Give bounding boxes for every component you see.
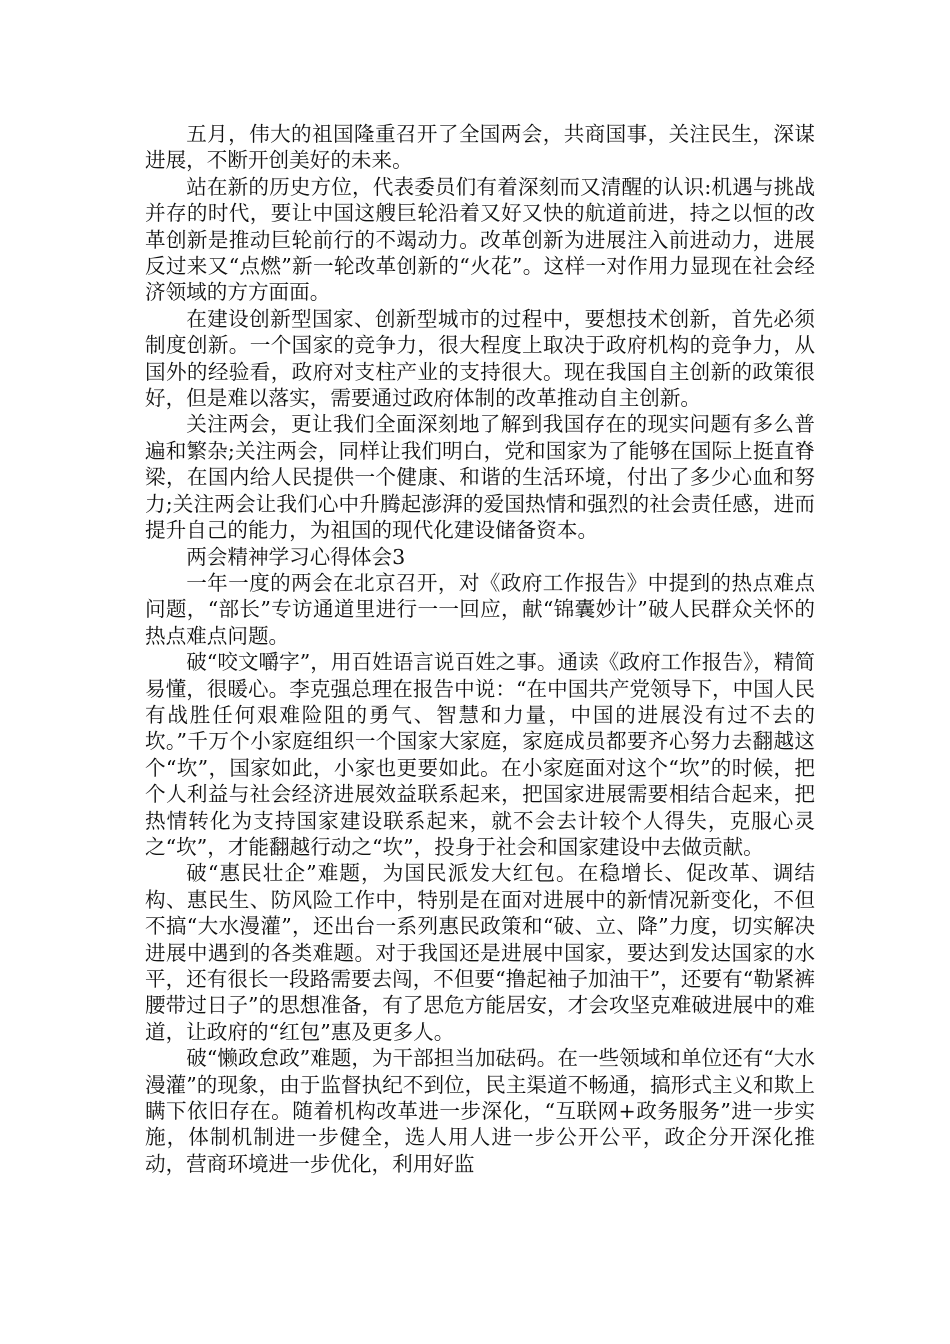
paragraph: 五月，伟大的祖国隆重召开了全国两会，共商国事，关注民生，深谋进展，不断开创美好的未来。 (145, 122, 815, 173)
paragraph: 站在新的历史方位，代表委员们有着深刻而又清醒的认识:机遇与挑战并存的时代，要让中国这艘巨轮沿着又好又快的航道前进，持之以恒的改革创新是推动巨轮前行的不竭动力。改革创新为进展注入前进动力，进展反过来又“点燃”新一轮改革创新的“火花”。这样一对作用力显现在社会经济领域的方方面面。 (145, 174, 815, 305)
section-title: 两会精神学习心得体会3 (186, 544, 406, 569)
paragraph: 在建设创新型国家、创新型城市的过程中，要想技术创新，首先必须制度创新。一个国家的竞争力，很大程度上取决于政府机构的竞争力，从国外的经验看，政府对支柱产业的支持很大。现在我国自主创新的政策很好，但是难以落实，需要通过政府体制的改革推动自主创新。 (145, 306, 815, 411)
paragraph: 破“咬文嚼字”，用百姓语言说百姓之事。通读《政府工作报告》，精简易懂，很暖心。李克强总理在报告中说：“在中国共产党领导下，中国人民有战胜任何艰难险阻的勇气、智慧和力量，中国的进展没有过不去的坎。”千万个小家庭组织一个国家大家庭，家庭成员都要齐心努力去翻越这个“坎”，国家如此，小家也更要如此。在小家庭面对这个“坎”的时候，把个人利益与社会经济进展效益联系起来，把国家进展需要相结合起来，把热情转化为支持国家建设联系起来，就不会去计较个人得失，克服心灵之“坎”，才能翻越行动之“坎”，投身于社会和国家建设中去做贡献。 (145, 650, 815, 859)
paragraph: 破“惠民壮企”难题，为国民派发大红包。在稳增长、促改革、调结构、惠民生、防风险工作中，特别是在面对进展中的新情况新变化，不但不搞“大水漫灌”，还出台一系列惠民政策和“破、立、降”力度，切实解决进展中遇到的各类难题。对于我国还是进展中国家，要达到发达国家的水平，还有很长一段路需要去闯，不但要“撸起袖子加油干”，还要有“勒紧裤腰带过日子”的思想准备，有了思危方能居安，才会攻坚克难破进展中的难道，让政府的“红包”惠及更多人。 (145, 861, 815, 1044)
paragraph: 一年一度的两会在北京召开，对《政府工作报告》中提到的热点难点问题，“部长”专访通道里进行一一回应，献“锦囊妙计”破人民群众关怀的热点难点问题。 (145, 570, 815, 648)
paragraph: 破“懒政怠政”难题，为干部担当加砝码。在一些领域和单位还有“大水漫灌”的现象，由于监督执纪不到位，民主渠道不畅通，搞形式主义和欺上瞒下依旧存在。随着机构改革进一步深化，“互联网+政务服务”进一步实施，体制机制进一步健全，选人用人进一步公开公平，政企分开深化推动，营商环境进一步优化，利用好监 (145, 1046, 815, 1176)
document-body (145, 121, 815, 1177)
paragraph: 关注两会，更让我们全面深刻地了解到我国存在的现实问题有多么普遍和繁杂;关注两会，同样让我们明白，党和国家为了能够在国际上挺直脊梁，在国内给人民提供一个健康、和谐的生活环境，付出了多少心血和努力;关注两会让我们心中升腾起澎湃的爱国热情和强烈的社会责任感，进而提升自己的能力，为祖国的现代化建设储备资本。 (145, 412, 815, 543)
